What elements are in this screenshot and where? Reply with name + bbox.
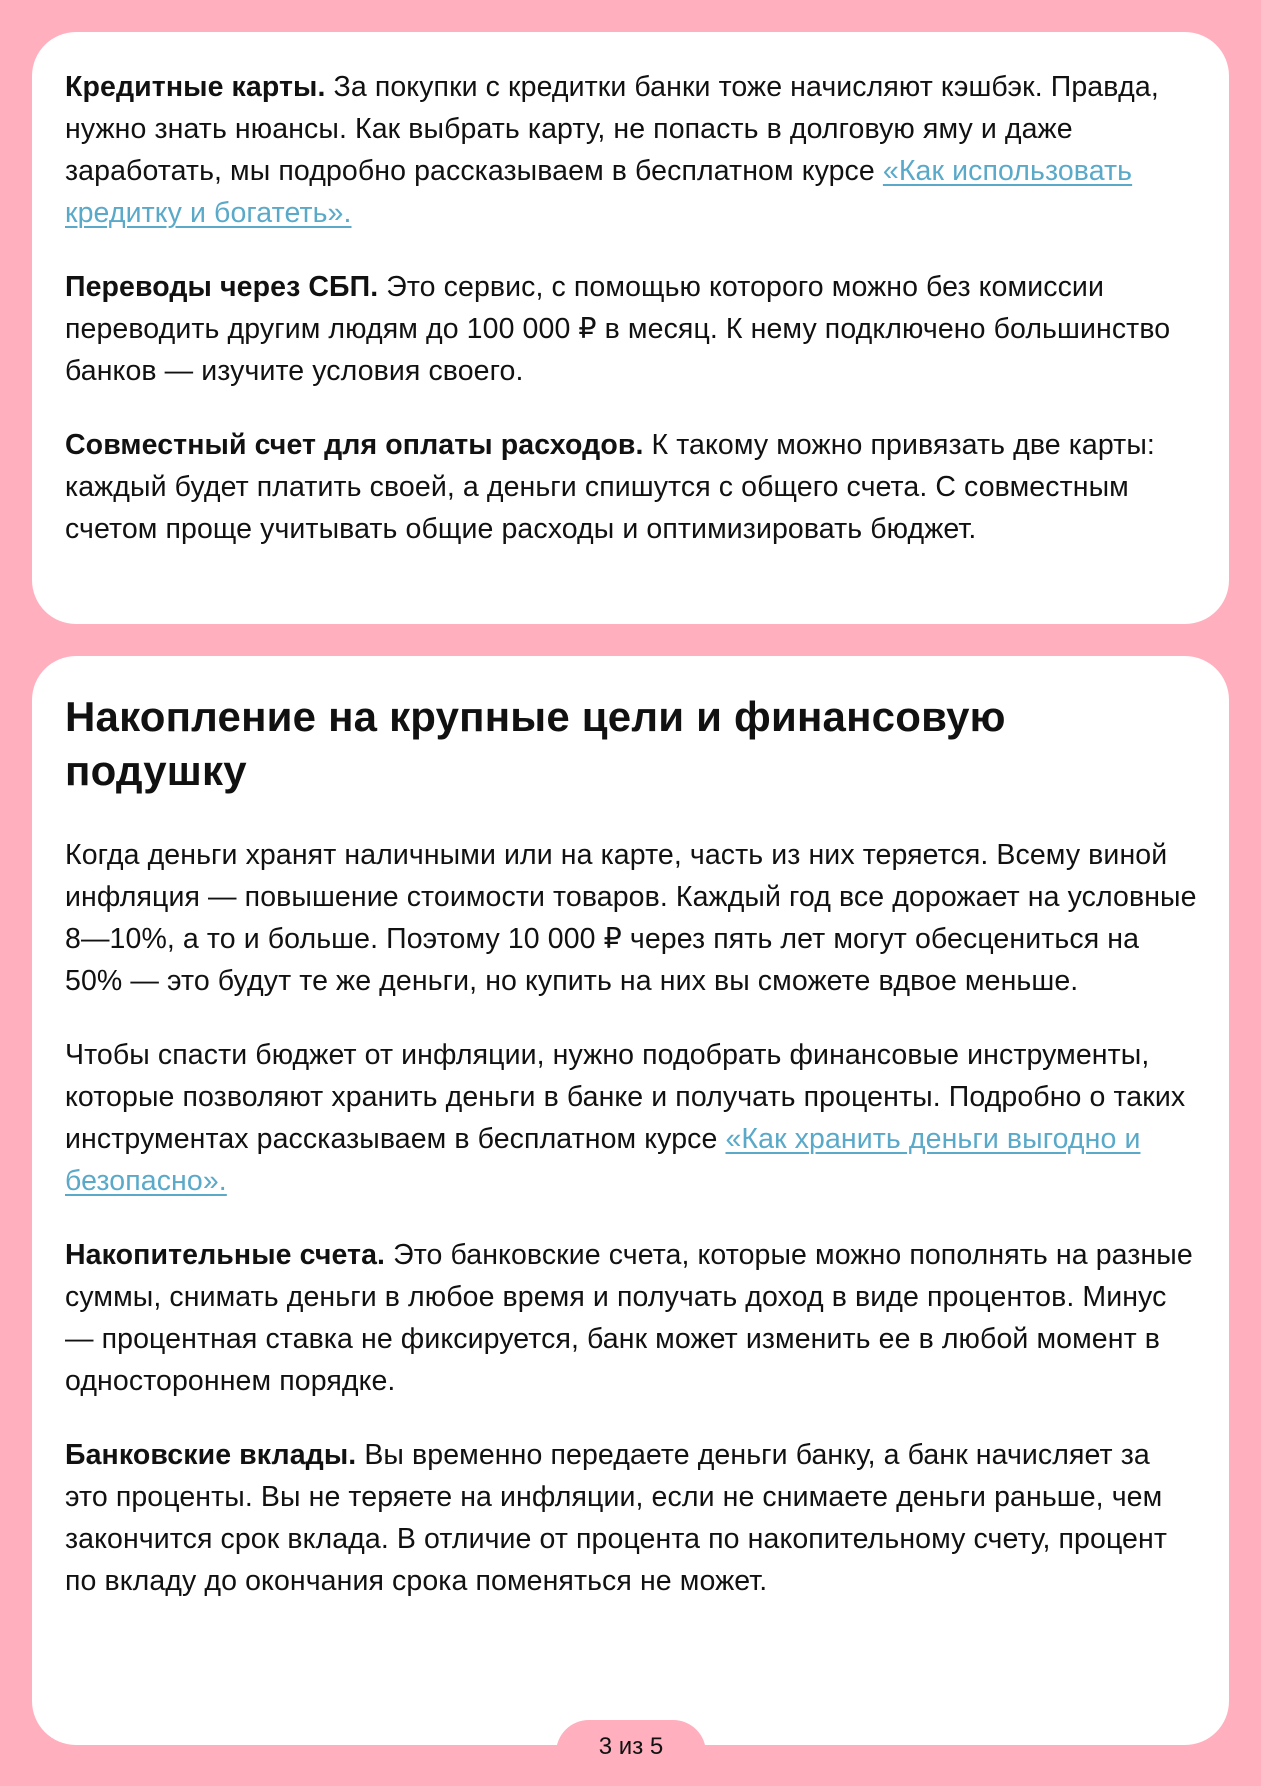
paragraph-lead: Переводы через СБП.	[65, 271, 379, 303]
paragraph-text: Когда деньги хранят наличными или на карте, часть из них теряется. Всему виной инфляция — повышение стоимости товаров. Каждый год все дорожает на условные 8—10%, а то и больше. Поэтому 10 000 ₽ через пять лет могут обесцениться на 50% — это будут те же деньги, но купить на них вы сможете вдвое меньше.	[65, 839, 1197, 997]
paragraph-sbp-transfers	[65, 266, 1199, 392]
credit-card-course-link[interactable]: «Как использовать кредитку и богатеть».	[65, 155, 1133, 229]
paragraph-text: За покупки с кредитки банки тоже начисляют кэшбэк. Правда, нужно знать нюансы. Как выбрать карту, не попасть в долговую яму и даже заработать, мы подробно рассказываем в бесплатном курсе	[65, 71, 1159, 187]
section-heading: Накопление на крупные цели и финансовую подушку	[65, 693, 1006, 794]
paragraph-text: Чтобы спасти бюджет от инфляции, нужно подобрать финансовые инструменты, которые позволяют хранить деньги в банке и получать проценты. Подробно о таких инструментах рассказываем в бесплатном курсе	[65, 1039, 1186, 1155]
paragraph-text: Это банковские счета, которые можно пополнять на разные суммы, снимать деньги в любое время и получать доход в виде процентов. Минус — процентная ставка не фиксируется, банк может изменить ее в любой момент в одностороннем порядке.	[65, 1239, 1193, 1397]
paragraph-text: Это сервис, с помощью которого можно без комиссии переводить другим людям до 100 000 ₽ в месяц. К нему подключено большинство банков — изучите условия своего.	[65, 271, 1171, 387]
paragraph-credit-cards	[65, 66, 1199, 234]
top-card	[32, 32, 1229, 624]
paragraph-text: Вы временно передаете деньги банку, а банк начисляет за это проценты. Вы не теряете на инфляции, если не снимаете деньги раньше, чем закончится срок вклада. В отличие от процента по накопительному счету, процент по вкладу до окончания срока поменяться не может.	[65, 1439, 1167, 1597]
paragraph-joint-account	[65, 424, 1199, 550]
paragraph-lead: Кредитные карты.	[65, 71, 326, 103]
paragraph-savings-accounts	[65, 1234, 1199, 1402]
paragraph-inflation	[65, 834, 1199, 1002]
bottom-card	[32, 656, 1229, 1745]
paragraph-text: К такому можно привязать две карты: каждый будет платить своей, а деньги спишутся с общего счета. С совместным счетом проще учитывать общие расходы и оптимизировать бюджет.	[65, 429, 1155, 545]
paragraph-instruments	[65, 1034, 1199, 1202]
paragraph-lead: Накопительные счета.	[65, 1239, 386, 1271]
savings-course-link[interactable]: «Как хранить деньги выгодно и безопасно».	[65, 1123, 1141, 1197]
paragraph-lead: Совместный счет для оплаты расходов.	[65, 429, 644, 461]
page-indicator: 3 из 5	[556, 1720, 706, 1786]
paragraph-lead: Банковские вклады.	[65, 1439, 357, 1471]
paragraph-bank-deposits	[65, 1434, 1199, 1602]
